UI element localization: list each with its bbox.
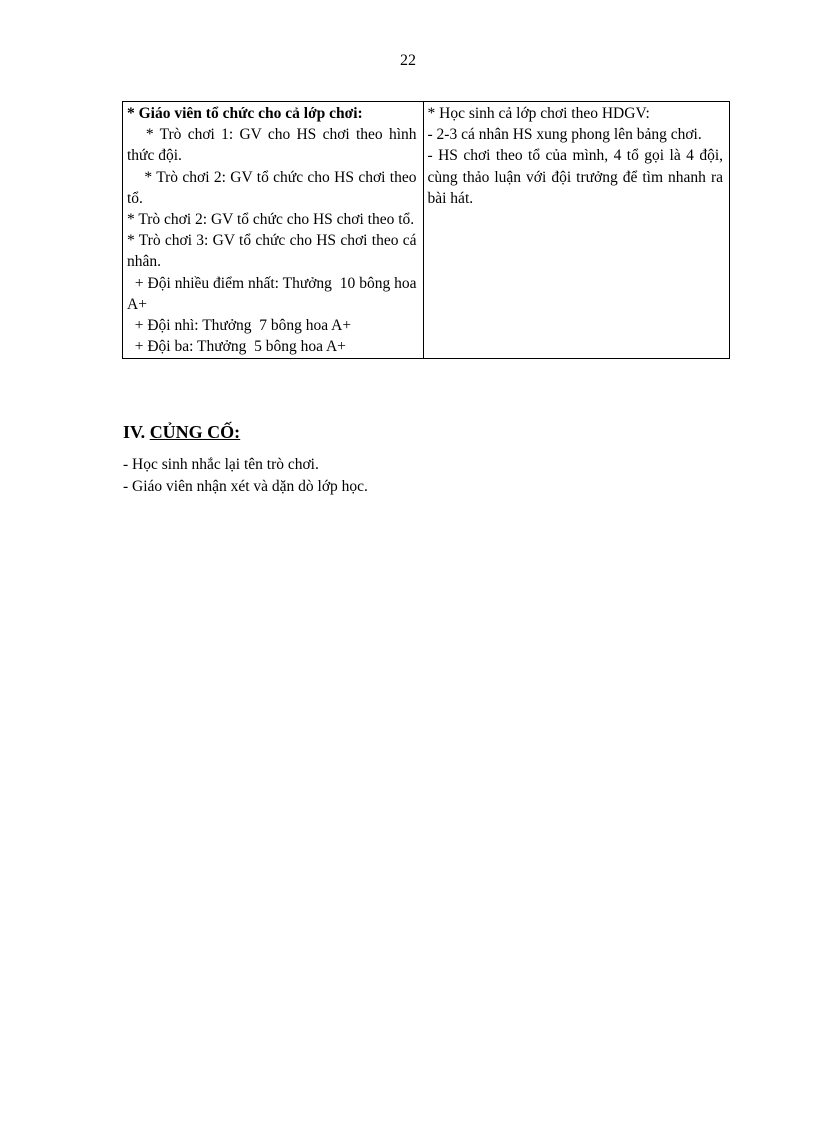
teacher-activities-cell [123,102,424,359]
closing-notes [123,454,368,497]
student-line: - 2-3 cá nhân HS xung phong lên bảng chơi. [427,126,702,144]
student-activities-cell [423,102,730,359]
note-line: - Học sinh nhắc lại tên trò chơi. [123,456,319,473]
student-line: - HS chơi theo tổ của mình, 4 tổ gọi là 4 đội, cùng thảo luận với đội trưởng để tìm nhanh ra bài hát. [427,147,723,207]
student-heading: * Học sinh cả lớp chơi theo HDGV: [427,105,650,122]
teacher-line: * Trò chơi 3: GV tổ chức cho HS chơi theo cá nhân. [127,232,421,271]
lesson-table [122,101,730,359]
teacher-line: * Trò chơi 1: GV cho HS chơi theo hình thức đội. [127,126,421,165]
note-line: - Giáo viên nhận xét và dặn dò lớp học. [123,477,368,495]
teacher-line: + Đội nhiều điểm nhất: Thưởng 10 bông hoa A+ [127,274,420,313]
teacher-line: + Đội nhì: Thưởng 7 bông hoa A+ [127,317,352,335]
section-number: IV. [123,422,150,442]
teacher-line: * Trò chơi 2: GV tổ chức cho HS chơi theo tổ. [127,211,415,229]
page-number: 22 [400,52,416,69]
table-row [123,102,730,359]
teacher-line: + Đội ba: Thưởng 5 bông hoa A+ [127,338,346,356]
section-title: CỦNG CỐ: [149,422,241,442]
teacher-line: * Trò chơi 2: GV tổ chức cho HS chơi theo tổ. [127,168,421,207]
section-heading [123,422,240,443]
teacher-heading: * Giáo viên tổ chức cho cả lớp chơi: [127,105,363,122]
